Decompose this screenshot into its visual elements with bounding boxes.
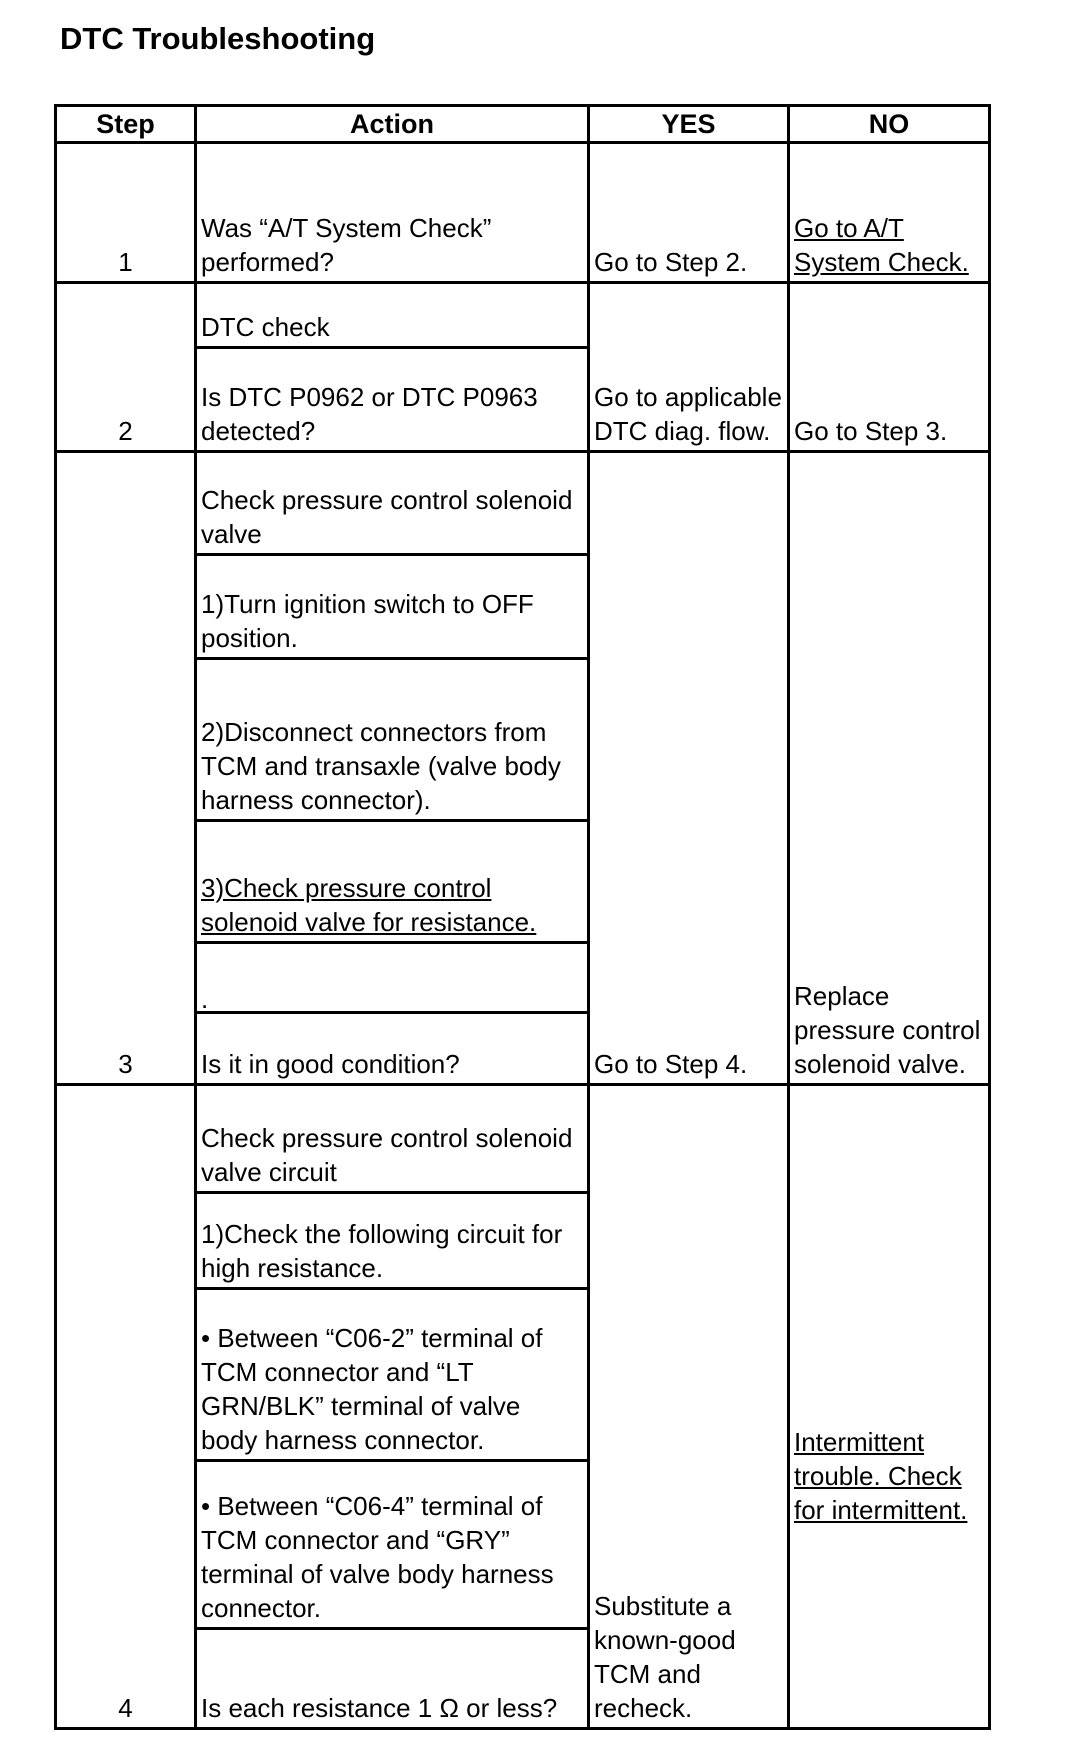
action-cell: 1)Check the following circuit for high resistance. — [196, 1193, 589, 1289]
no-cell — [789, 1085, 990, 1729]
action-cell: Is it in good condition? — [196, 1013, 589, 1085]
page-title: DTC Troubleshooting — [60, 21, 376, 56]
header-action: Action — [196, 106, 589, 143]
no-link[interactable]: Go to A/T System Check. — [794, 213, 969, 277]
step-number: 1 — [56, 143, 196, 283]
stray-mark: . — [201, 984, 209, 1014]
action-cell: 2)Disconnect connectors from TCM and transaxle (valve body harness connector). — [196, 659, 589, 821]
header-step: Step — [56, 106, 196, 143]
header-yes: YES — [589, 106, 789, 143]
action-cell: Is each resistance 1 Ω or less? — [196, 1629, 589, 1729]
table-row-step-3 — [56, 452, 990, 555]
yes-cell: Go to Step 2. — [589, 143, 789, 283]
action-cell: Check pressure control solenoid valve circuit — [196, 1085, 589, 1193]
action-cell: Is DTC P0962 or DTC P0963 detected? — [196, 348, 589, 452]
table-row-step-1 — [56, 143, 990, 283]
table-row-step-4 — [56, 1085, 990, 1193]
no-cell: Go to Step 3. — [789, 283, 990, 452]
action-cell: DTC check — [196, 283, 589, 348]
action-cell: Was “A/T System Check” performed? — [196, 143, 589, 283]
yes-cell: Substitute a known-good TCM and recheck. — [589, 1085, 789, 1729]
no-cell — [789, 143, 990, 283]
yes-cell: Go to Step 4. — [589, 452, 789, 1085]
action-cell — [196, 943, 589, 1013]
action-cell: 1)Turn ignition switch to OFF position. — [196, 555, 589, 659]
yes-cell: Go to applicable DTC diag. flow. — [589, 283, 789, 452]
step-number: 4 — [56, 1085, 196, 1729]
action-cell: 3)Check pressure control solenoid valve for resistance. — [196, 821, 589, 943]
table-header-row — [56, 106, 990, 143]
no-link[interactable]: Intermittent trouble. Check for intermittent. — [794, 1426, 968, 1525]
action-cell: Check pressure control solenoid valve — [196, 452, 589, 555]
action-cell: • Between “C06-2” terminal of TCM connector and “LT GRN/BLK” terminal of valve body harness connector. — [196, 1289, 589, 1461]
step-number: 3 — [56, 452, 196, 1085]
action-cell: • Between “C06-4” terminal of TCM connector and “GRY” terminal of valve body harness connector. — [196, 1461, 589, 1629]
table-row-step-2 — [56, 283, 990, 348]
header-no: NO — [789, 106, 990, 143]
troubleshooting-table — [54, 104, 991, 1730]
no-cell: Replace pressure control solenoid valve. — [789, 452, 990, 1085]
step-number: 2 — [56, 283, 196, 452]
